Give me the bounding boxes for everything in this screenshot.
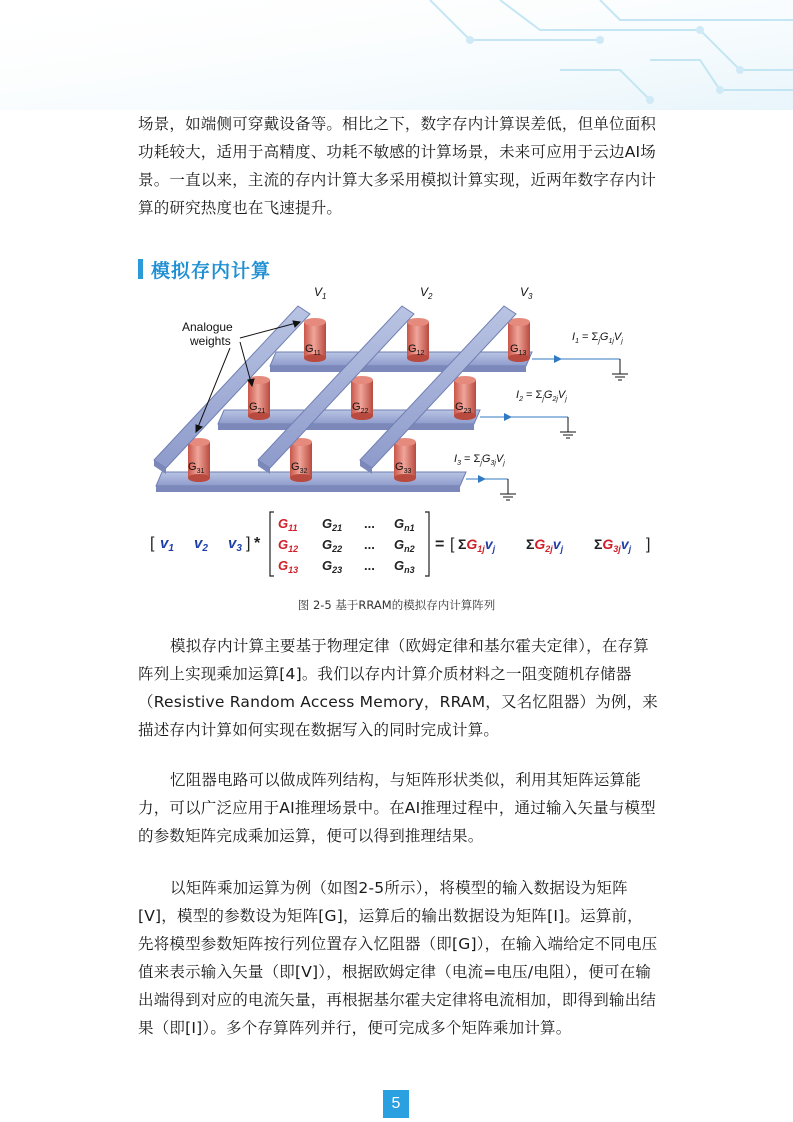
label-g32: $G_{32}$: [291, 461, 308, 475]
eq-equals: =: [435, 536, 445, 553]
eq-m23: ...: [364, 537, 375, 552]
label-v3: $V_3$: [520, 285, 533, 301]
annotation-line2: weights: [190, 334, 231, 348]
svg-text:]: ]: [646, 536, 651, 553]
eq-m14: $G_{n1}$: [394, 516, 415, 533]
paragraph-analog-computing: 模拟存内计算主要基于物理定律（欧姆定律和基尔霍夫定律），在存算阵列上实现乘加运算[4]。我们以存内计算介质材料之一阻变随机存储器（Resistive Random Access Memory，RRAM，又名忆阻器）为例，来描述存内计算如何实现在数据写入的同时完成计算。: [138, 637, 659, 739]
eq-m13: ...: [364, 516, 375, 531]
figure-caption: 图 2-5 基于RRAM的模拟存内计算阵列: [297, 598, 496, 612]
label-i3: $I_3 = \Sigma_jG_{3j}V_j$: [454, 453, 505, 467]
rram-crossbar-figure: [148, 282, 658, 582]
eq-r3: $\Sigma G_{3j}v_j$: [594, 536, 632, 554]
output-i2: [480, 389, 576, 438]
matrix-equation: [150, 512, 650, 576]
eq-m32: $G_{23}$: [322, 558, 343, 575]
label-i2: $I_2 = \Sigma_jG_{2j}V_j$: [516, 389, 567, 403]
label-g11: $G_{11}$: [305, 343, 321, 357]
eq-m33: ...: [364, 558, 375, 573]
section-heading-bar: [138, 259, 143, 279]
eq-r2: $\Sigma G_{2j}v_j$: [526, 536, 564, 554]
header-circuit-decoration: [0, 0, 793, 110]
page-number: 5: [383, 1090, 409, 1118]
label-v1: $V_1$: [314, 285, 327, 301]
label-g21: $G_{21}$: [249, 401, 266, 415]
eq-star: *: [254, 535, 261, 552]
eq-v2: $v_2$: [194, 535, 208, 554]
section-heading: [138, 256, 271, 282]
label-g12: $G_{12}$: [408, 343, 425, 357]
eq-r1: $\Sigma G_{1j}v_j$: [458, 536, 496, 554]
cell-g32: [290, 438, 312, 482]
annotation-line1: Analogue: [182, 320, 233, 334]
label-g31: $G_{31}$: [188, 461, 205, 475]
label-g13: $G_{13}$: [510, 343, 527, 357]
cell-g33: [394, 438, 416, 482]
section-heading-text: 模拟存内计算: [151, 259, 272, 282]
svg-text:[: [: [450, 536, 455, 553]
svg-text:[: [: [150, 535, 155, 552]
voltage-labels: [314, 285, 533, 301]
eq-m31: $G_{13}$: [278, 558, 299, 575]
label-g33: $G_{33}$: [395, 461, 412, 475]
eq-m24: $G_{n2}$: [394, 537, 415, 554]
cell-g31: [188, 438, 210, 482]
svg-text:]: ]: [246, 535, 251, 552]
paragraph-matrix-example: 以矩阵乘加运算为例（如图2-5所示），将模型的输入数据设为矩阵[V]，模型的参数设为矩阵[G]，运算后的输出数据设为矩阵[I]。运算前，先将模型参数矩阵按行列位置存入忆阻器（即[G]），在输入端给定不同电压值来表示输入矢量（即[V]），根据欧姆定律（电流=电压/电阻），便可在输出端得到对应的电流矢量，再根据基尔霍夫定律将电流相加，即得到输出结果（即[I]）。多个存算阵列并行，便可完成多个矩阵乘加计算。: [138, 879, 658, 1037]
eq-m11: $G_{11}$: [278, 516, 298, 533]
label-i1: $I_1 = \Sigma_jG_{1j}V_j$: [572, 331, 623, 345]
eq-v1: $v_1$: [160, 535, 174, 554]
output-i1: [532, 331, 628, 380]
eq-m34: $G_{n3}$: [394, 558, 415, 575]
eq-m22: $G_{22}$: [322, 537, 343, 554]
label-v2: $V_2$: [420, 285, 433, 301]
eq-m12: $G_{21}$: [322, 516, 343, 533]
paragraph-intro: 场景，如端侧可穿戴设备等。相比之下，数字存内计算误差低，但单位面积功耗较大，适用于高精度、功耗不敏感的计算场景，未来可应用于云边AI场景。一直以来，主流的存内计算大多采用模拟计算实现，近两年数字存内计算的研究热度也在飞速提升。: [138, 115, 657, 217]
eq-v3: $v_3$: [228, 535, 242, 554]
paragraph-memristor-array: 忆阻器电路可以做成阵列结构，与矩阵形状类似，利用其矩阵运算能力，可以广泛应用于AI推理场景中。在AI推理过程中，通过输入矢量与模型的参数矩阵完成乘加运算，便可以得到推理结果。: [138, 771, 656, 845]
eq-m21: $G_{12}$: [278, 537, 299, 554]
label-g23: $G_{23}$: [455, 401, 472, 415]
label-g22: $G_{22}$: [352, 401, 369, 415]
